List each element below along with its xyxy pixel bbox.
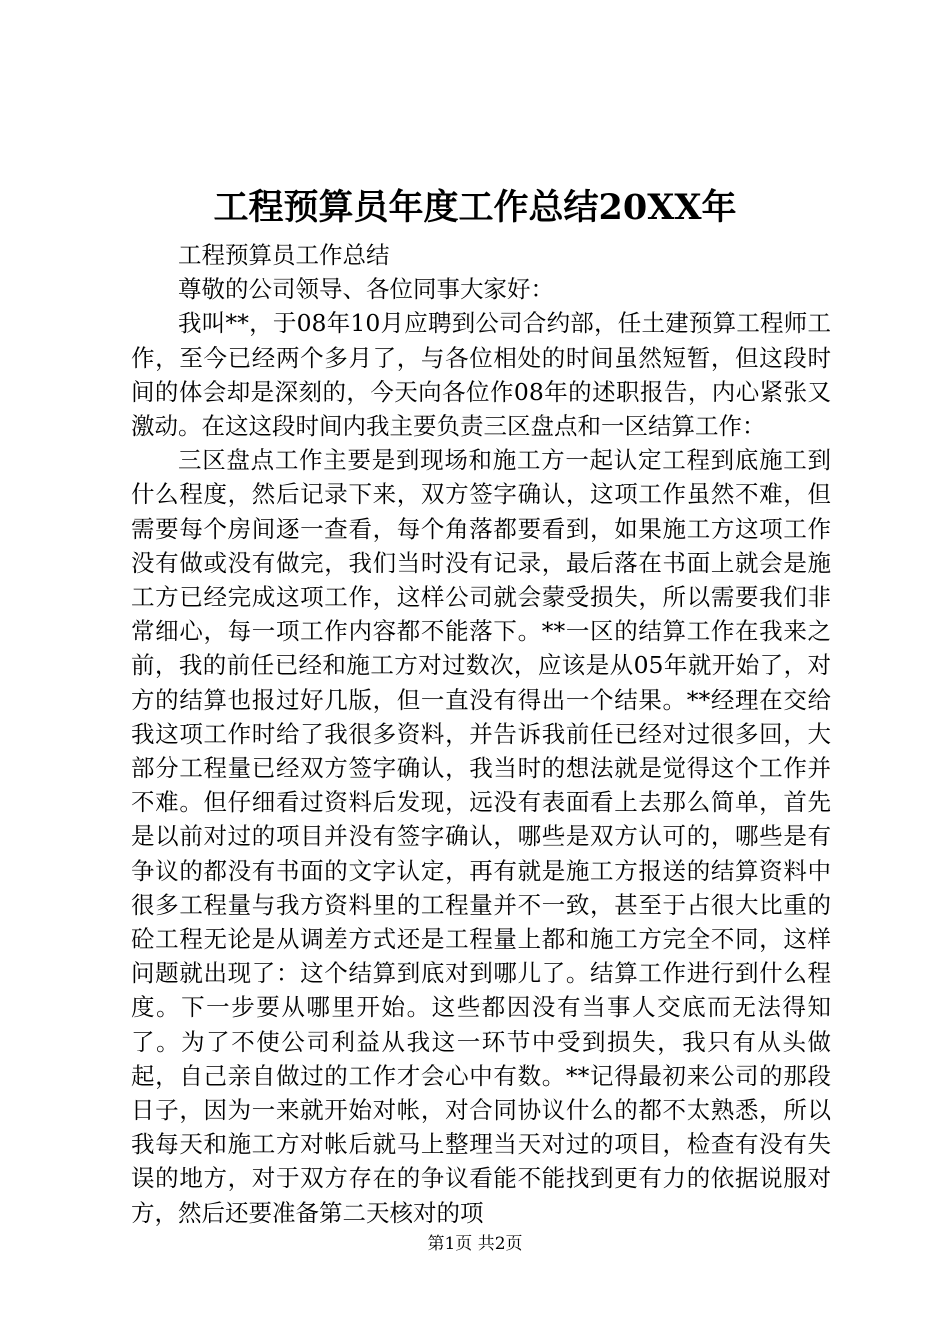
paragraph-greeting: 尊敬的公司领导、各位同事大家好： xyxy=(178,275,554,304)
document-body xyxy=(131,238,831,1230)
paragraph-work-details: 三区盘点工作主要是到现场和施工方一起认定工程到底施工到什么程度，然后记录下来，双方签字确认，这项工作虽然不难，但需要每个房间逐一查看，每个角落都要看到，如果施工方这项工作没有做或没有做完，我们当时没有记录，最后落在书面上就会是施工方已经完成这项工作，这样公司就会蒙受损失，所以需要我们非常细心，每一项工作内容都不能落下。**一区的结算工作在我来之前，我的前任已经和施工方对过数次，应该是从05年就开始了，对方的结算也报过好几版，但一直没有得出一个结果。**经理在交给我这项工作时给了我很多资料，并告诉我前任已经对过很多回，大部分工程量已经双方签字确认，我当时的想法就是觉得这个工作并不难。但仔细看过资料后发现，远没有表面看上去那么简单，首先是以前对过的项目并没有签字确认，哪些是双方认可的，哪些是有争议的都没有书面的文字认定，再有就是施工方报送的结算资料中很多工程量与我方资料里的工程量并不一致，甚至于占很大比重的砼工程无论是从调差方式还是工程量上都和施工方完全不同，这样问题就出现了：这个结算到底对到哪儿了。结算工作进行到什么程度。下一步要从哪里开始。这些都因没有当事人交底而无法得知了。为了不使公司利益从我这一环节中受到损失，我只有从头做起，自己亲自做过的工作才会心中有数。**记得最初来公司的那段日子，因为一来就开始对帐，对合同协议什么的都不太熟悉，所以我每天和施工方对帐后就马上整理当天对过的项目，检查有没有失误的地方，对于双方存在的争议看能不能找到更有力的依据说服对方，然后还要准备第二天核对的项 xyxy=(131,446,831,1227)
document-title: 工程预算员年度工作总结20XX年 xyxy=(213,187,737,228)
paragraph-subtitle: 工程预算员工作总结 xyxy=(178,241,390,269)
page-number-footer: 第1页 共2页 xyxy=(427,1234,523,1254)
paragraph-introduction: 我叫**，于08年10月应聘到公司合约部，任土建预算工程师工作，至今已经两个多月了，与各位相处的时间虽然短暂，但这段时间的体会却是深刻的，今天向各位作08年的述职报告，内心紧张又激动。在这这段时间内我主要负责三区盘点和一区结算工作： xyxy=(131,309,831,441)
